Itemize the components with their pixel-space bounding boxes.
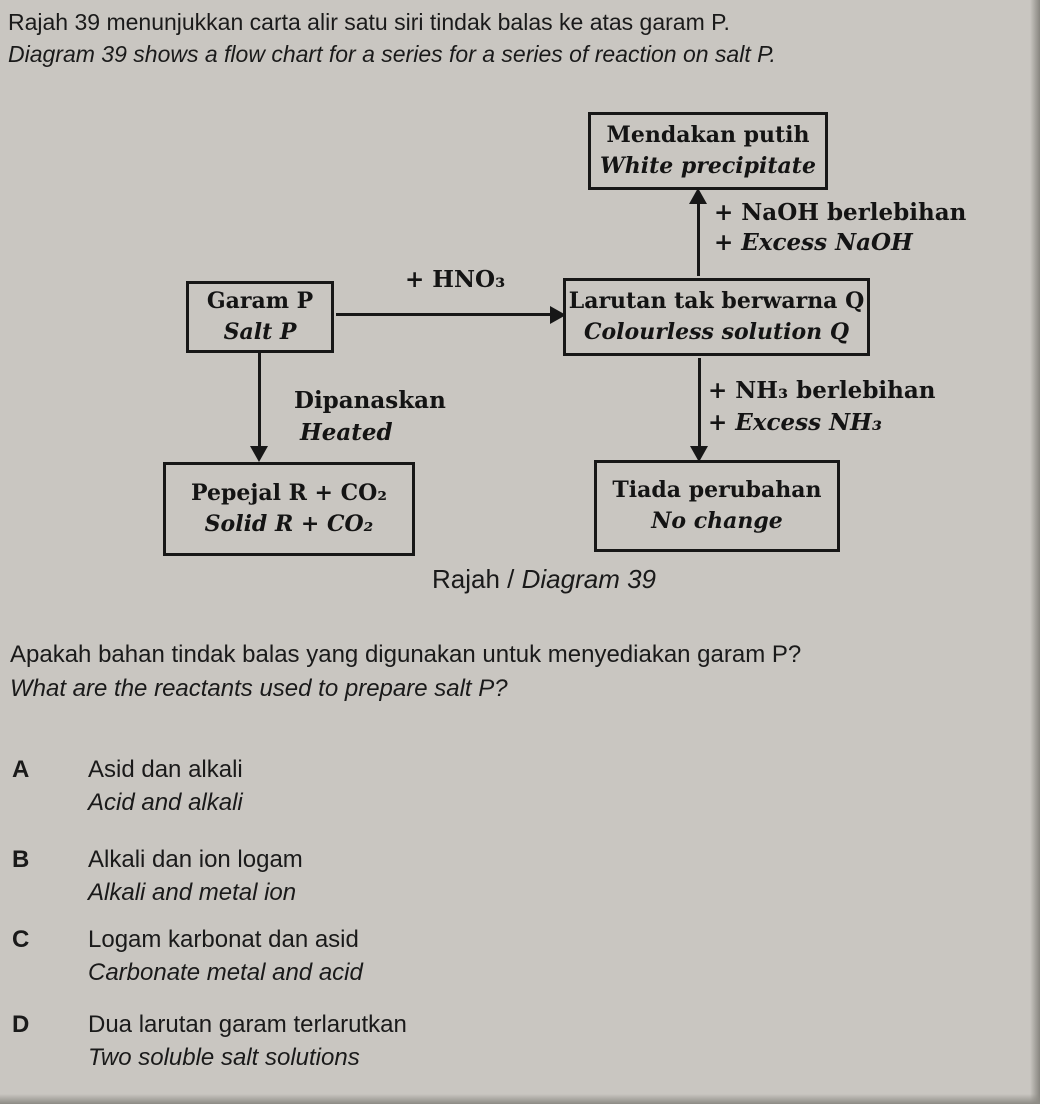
option-d-letter: D — [12, 1011, 30, 1038]
option-a-letter: A — [12, 756, 30, 783]
box-solid-r-en: Solid R + CO₂ — [204, 511, 374, 537]
box-no-change-ms: Tiada perubahan — [612, 477, 822, 503]
label-excess-naoh-ms: + NaOH berlebihan — [714, 199, 967, 226]
option-d-text-en: Two soluble salt solutions — [88, 1044, 360, 1071]
option-d-text-ms: Dua larutan garam terlarutkan — [88, 1011, 407, 1038]
label-hno3: + HNO₃ — [405, 266, 506, 293]
box-white-precipitate-en: White precipitate — [600, 153, 816, 179]
intro-text-en: Diagram 39 shows a flow chart for a series for a series of reaction on salt P. — [8, 41, 776, 67]
arrow-right-hno3-line — [336, 313, 552, 316]
label-heated-ms: Dipanaskan — [294, 387, 446, 414]
arrow-up-excess-naoh-line — [697, 203, 700, 276]
option-c-text-en: Carbonate metal and acid — [88, 959, 363, 986]
question-text-en: What are the reactants used to prepare salt P? — [10, 675, 508, 702]
arrow-down-heated-line — [258, 353, 261, 446]
diagram-caption-ms: Rajah / — [432, 564, 515, 594]
option-b-text — [88, 843, 303, 909]
box-salt-p — [186, 281, 334, 353]
label-heated-en: Heated — [300, 419, 393, 446]
arrow-down-heated-icon — [250, 446, 268, 462]
scan-edge-right — [1030, 0, 1040, 1104]
intro-text — [8, 6, 1018, 70]
option-a-text-en: Acid and alkali — [88, 789, 243, 816]
option-b-letter: B — [12, 846, 30, 873]
question-text-ms: Apakah bahan tindak balas yang digunakan untuk menyediakan garam P? — [10, 641, 802, 668]
question-text — [10, 638, 1020, 706]
option-a-text — [88, 753, 243, 819]
box-salt-p-ms: Garam P — [206, 288, 314, 314]
box-solution-q — [563, 278, 870, 356]
option-b-text-en: Alkali and metal ion — [88, 879, 297, 906]
box-solid-r-ms: Pepejal R + CO₂ — [191, 480, 387, 506]
label-excess-nh3-ms: + NH₃ berlebihan — [708, 377, 936, 404]
box-white-precipitate — [588, 112, 828, 190]
box-solution-q-ms: Larutan tak berwarna Q — [568, 288, 865, 314]
label-excess-naoh-en: + Excess NaOH — [714, 229, 913, 256]
option-b — [12, 843, 303, 909]
box-no-change — [594, 460, 840, 552]
intro-text-ms: Rajah 39 menunjukkan carta alir satu siri tindak balas ke atas garam P. — [8, 9, 730, 35]
arrow-up-excess-naoh-icon — [689, 188, 707, 204]
option-c-text — [88, 923, 363, 989]
option-c-letter: C — [12, 926, 30, 953]
diagram-caption — [432, 564, 656, 595]
option-d-text — [88, 1008, 407, 1074]
box-solution-q-en: Colourless solution Q — [583, 319, 849, 345]
option-d — [12, 1008, 407, 1074]
label-excess-nh3-en: + Excess NH₃ — [708, 409, 882, 436]
option-c — [12, 923, 363, 989]
box-no-change-en: No change — [651, 508, 783, 534]
box-white-precipitate-ms: Mendakan putih — [606, 122, 810, 148]
option-a-text-ms: Asid dan alkali — [88, 756, 243, 783]
box-solid-r — [163, 462, 415, 556]
option-b-text-ms: Alkali dan ion logam — [88, 846, 303, 873]
box-salt-p-en: Salt P — [223, 319, 297, 345]
option-a — [12, 753, 243, 819]
diagram-caption-en: Diagram 39 — [521, 564, 657, 594]
option-c-text-ms: Logam karbonat dan asid — [88, 926, 359, 953]
scan-edge-bottom — [0, 1094, 1040, 1104]
arrow-down-nh3-line — [698, 358, 701, 446]
